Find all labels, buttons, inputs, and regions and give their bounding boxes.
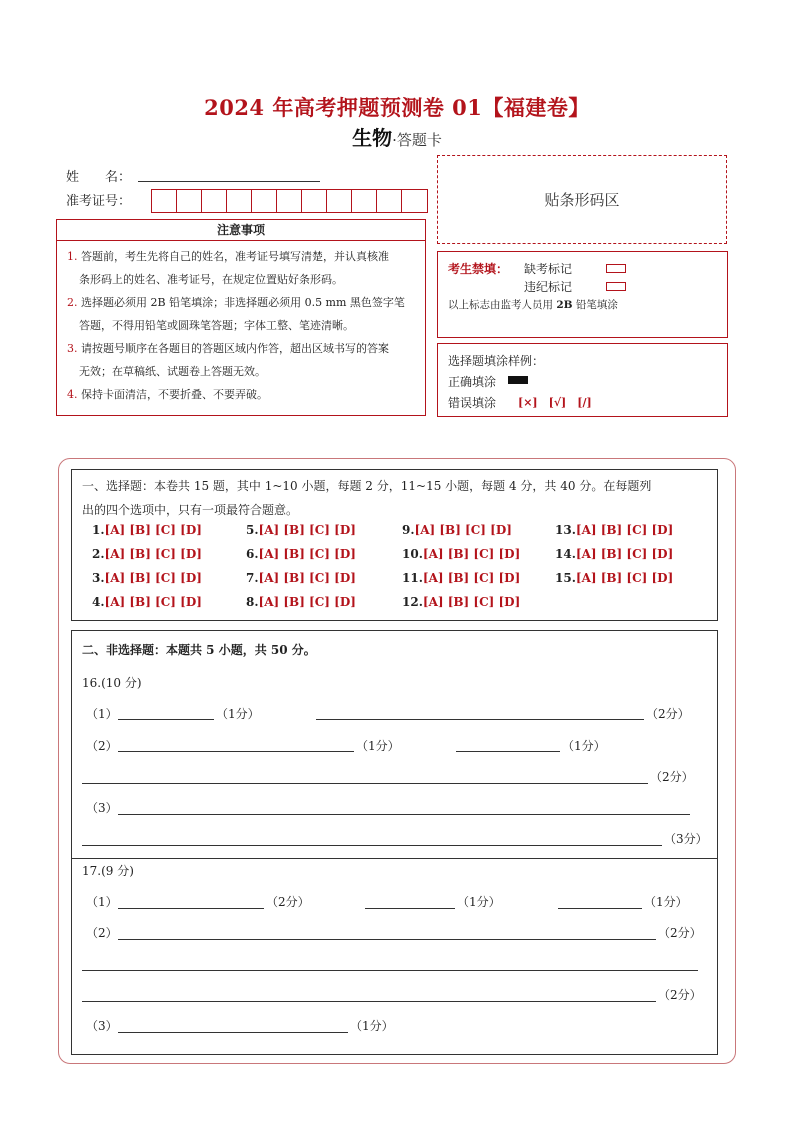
absent-label: 缺考标记 — [524, 262, 573, 276]
q16-2a-score: （1分） — [356, 739, 400, 753]
q16-part2-label: （2） — [86, 739, 118, 753]
q16-2a-answer-line[interactable] — [118, 750, 354, 752]
q17-2a-score: （2分） — [658, 926, 702, 940]
q16-1b-score: （2分） — [646, 707, 690, 721]
forbid-note — [448, 297, 618, 312]
id-label: 准考证号： — [66, 194, 132, 209]
choice-q5[interactable]: 5.[A] [B] [C] [D] — [246, 523, 356, 537]
choice-section — [71, 469, 718, 621]
forbid-label: 考生禁填： — [448, 262, 509, 276]
id-digit-box[interactable] — [227, 190, 252, 212]
subject-name: 生物 — [352, 126, 393, 150]
notice-heading: 注意事项 — [56, 219, 426, 241]
choice-q14[interactable]: 14.[A] [B] [C] [D] — [555, 547, 674, 561]
id-number-boxes[interactable] — [151, 189, 428, 213]
id-digit-box[interactable] — [177, 190, 202, 212]
card-label: ·答题卡 — [392, 131, 442, 149]
q17-2c-answer-line[interactable] — [82, 1000, 656, 1002]
name-label: 姓 名： — [66, 170, 132, 185]
wrong-fill-samples: [×] [√] [/] — [518, 396, 592, 409]
choice-q11[interactable]: 11.[A] [B] [C] [D] — [402, 571, 521, 585]
question-divider — [71, 858, 718, 859]
page-title: 2024 年高考押题预测卷 01【福建卷】 — [204, 95, 590, 120]
choice-q7[interactable]: 7.[A] [B] [C] [D] — [246, 571, 356, 585]
forbid-note-bold: 2B — [556, 299, 573, 311]
q17-1a-score: （2分） — [266, 895, 310, 909]
notice-item — [65, 383, 417, 406]
choice-instructions-2: 出的四个选项中，只有一项最符合题意。 — [82, 503, 299, 517]
name-field[interactable] — [138, 180, 320, 182]
q17-1a-answer-line[interactable] — [118, 907, 264, 909]
q17-3-score: （1分） — [350, 1019, 394, 1033]
q17-2b-answer-line[interactable] — [82, 969, 698, 971]
barcode-label: 贴条形码区 — [544, 191, 620, 209]
q16-part3-label: （3） — [86, 801, 118, 815]
choice-q10[interactable]: 10.[A] [B] [C] [D] — [402, 547, 521, 561]
id-digit-box[interactable] — [302, 190, 327, 212]
q17-1b-answer-line[interactable] — [365, 907, 455, 909]
id-digit-box[interactable] — [327, 190, 352, 212]
forbid-note-text: 以上标志由监考人员用 — [448, 299, 553, 311]
examiner-only-box — [437, 251, 728, 338]
q16-3a-answer-line[interactable] — [118, 813, 690, 815]
q17-title: 17.(9 分) — [82, 864, 134, 878]
forbid-note-text: 铅笔填涂 — [575, 299, 618, 311]
notice-num: 1. — [67, 250, 78, 263]
q17-1b-score: （1分） — [457, 895, 501, 909]
correct-label: 正确填涂 — [448, 375, 497, 389]
q17-2a-answer-line[interactable] — [118, 938, 656, 940]
q16-3-score: （3分） — [664, 832, 708, 846]
notice-body — [56, 241, 426, 416]
q16-3b-answer-line[interactable] — [82, 844, 662, 846]
q17-part2-label: （2） — [86, 926, 118, 940]
notice-text: 答题前，考生先将自己的姓名，准考证号填写清楚，并认真核准 — [81, 250, 389, 263]
sample-heading: 选择题填涂样例： — [448, 354, 545, 368]
q16-part1-label: （1） — [86, 707, 118, 721]
id-digit-box[interactable] — [152, 190, 177, 212]
barcode-area — [437, 155, 727, 244]
id-digit-box[interactable] — [277, 190, 302, 212]
id-digit-box[interactable] — [352, 190, 377, 212]
notice-text: 答题，不得用铅笔或圆珠笔答题；字体工整、笔迹清晰。 — [79, 319, 354, 332]
choice-q9[interactable]: 9.[A] [B] [C] [D] — [402, 523, 512, 537]
choice-q8[interactable]: 8.[A] [B] [C] [D] — [246, 595, 356, 609]
q17-part1-label: （1） — [86, 895, 118, 909]
q17-1c-answer-line[interactable] — [558, 907, 642, 909]
q16-1b-answer-line[interactable] — [316, 718, 644, 720]
q16-2c-score: （2分） — [650, 770, 694, 784]
choice-q6[interactable]: 6.[A] [B] [C] [D] — [246, 547, 356, 561]
sample-box — [437, 343, 728, 417]
notice-item — [65, 291, 417, 314]
q17-3-answer-line[interactable] — [118, 1031, 348, 1033]
notice-text: 请按题号顺序在各题目的答题区域内作答，超出区域书写的答案 — [81, 342, 389, 355]
choice-q3[interactable]: 3.[A] [B] [C] [D] — [92, 571, 202, 585]
choice-q1[interactable]: 1.[A] [B] [C] [D] — [92, 523, 202, 537]
notice-item — [65, 337, 417, 360]
id-digit-box[interactable] — [402, 190, 427, 212]
q17-2-score: （2分） — [658, 988, 702, 1002]
id-digit-box[interactable] — [202, 190, 227, 212]
q16-1a-answer-line[interactable] — [118, 718, 214, 720]
notice-text: 保持卡面清洁，不要折叠、不要弄破。 — [81, 388, 268, 401]
non-choice-section — [71, 630, 718, 1055]
q16-2b-answer-line[interactable] — [456, 750, 560, 752]
q17-part3-label: （3） — [86, 1019, 118, 1033]
correct-fill-sample — [508, 376, 528, 384]
notice-text: 无效；在草稿纸、试题卷上答题无效。 — [79, 365, 266, 378]
q17-1c-score: （1分） — [644, 895, 688, 909]
notice-num: 3. — [67, 342, 78, 355]
choice-q12[interactable]: 12.[A] [B] [C] [D] — [402, 595, 521, 609]
notice-num: 2. — [67, 296, 78, 309]
q16-title: 16.(10 分) — [82, 676, 142, 690]
id-digit-box[interactable] — [252, 190, 277, 212]
choice-q15[interactable]: 15.[A] [B] [C] [D] — [555, 571, 674, 585]
page-subtitle — [0, 122, 794, 151]
notice-text: 选择题必须用 2B 铅笔填涂；非选择题必须用 0.5 mm 黑色签字笔 — [81, 296, 405, 309]
choice-q13[interactable]: 13.[A] [B] [C] [D] — [555, 523, 674, 537]
violation-mark[interactable] — [606, 282, 626, 291]
choice-instructions-1: 一、选择题：本卷共 15 题，其中 1~10 小题，每题 2 分，11~15 小题，每题 4 分，共 40 分。在每题列 — [82, 479, 652, 493]
choice-q2[interactable]: 2.[A] [B] [C] [D] — [92, 547, 202, 561]
non-choice-heading: 二、非选择题：本题共 5 小题，共 50 分。 — [82, 643, 316, 657]
absent-mark[interactable] — [606, 264, 626, 273]
id-digit-box[interactable] — [377, 190, 402, 212]
notice-item — [65, 245, 417, 268]
notice-text: 条形码上的姓名、准考证号，在规定位置贴好条形码。 — [79, 273, 343, 286]
notice-num: 4. — [67, 388, 78, 401]
q16-1a-score: （1分） — [216, 707, 260, 721]
q16-2c-answer-line[interactable] — [82, 782, 648, 784]
choice-q4[interactable]: 4.[A] [B] [C] [D] — [92, 595, 202, 609]
wrong-label: 错误填涂 — [448, 396, 497, 410]
violation-label: 违纪标记 — [524, 280, 573, 294]
q16-2b-score: （1分） — [562, 739, 606, 753]
